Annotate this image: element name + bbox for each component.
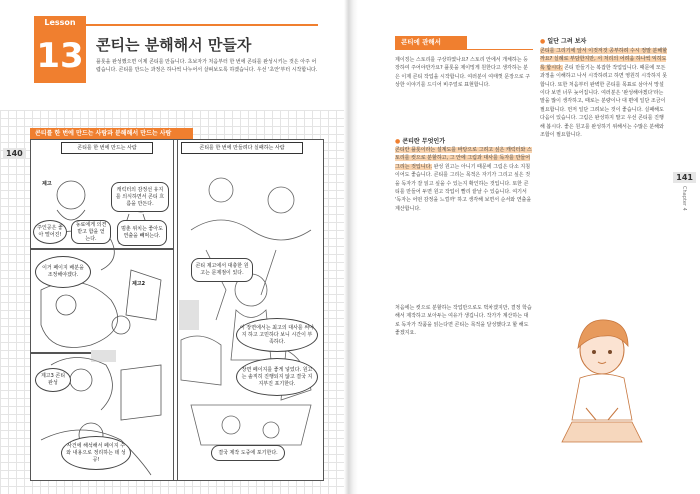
- bullet-icon: ●: [540, 38, 546, 45]
- highlighted-text: 콘티란 플롯이라는 설계도를 바탕으로 그려고 싶은 캐릭터와 스토리를 컷으로 분할하고, 그 안에 그림과 대사를 독자를 만들어 그리는 것입니다.: [395, 147, 532, 170]
- left-page: [0, 0, 349, 494]
- body-text: 완성 원고는 아니기 때문에 그림은 다소 지침이어도 좋습니다. 콘티를 그리는 목적은 자기가 그리고 싶은 것을 독자가 잘 읽고 싶을 수 있는지 확인하는 것입니다. 또한 콘티를 만들어 두면 원고 작업이 빨리 끝날 수 있습니다. 여기서 '독자는 어떤 감정을 느낄까' 하고 생각해 보면서 순서와 연출을 계산합니다.: [395, 163, 532, 212]
- paragraph: 제이징는 스토리를 구상하였나요? 스토리 안에서 개체하는 등장하여 주어야만가요? 플롯을 제이밍게 원한다고 생각하는 분은 이제 콘티 작업을 시작합니다. 여러분이 여태껏 문장으로 구상한 이야기를 드디어 비주얼로 표현합니다.: [395, 57, 531, 89]
- subheading: [540, 36, 586, 45]
- speech-bubble: 캐릭터의 감정선 유지를 의식하면서 콘티 흐름을 만든다.: [111, 182, 169, 212]
- subheading-text: 일단 그려 보자: [547, 38, 587, 45]
- panel-right-title: 콘티를 한 번에 만들려다 실패하는 사람: [181, 142, 303, 154]
- comic-caption: 콘티를 한 번에 만드는 사람과 분해해서 만드는 사람: [30, 128, 193, 139]
- panel-divider: [31, 248, 173, 250]
- section-header: 콘티에 관해서: [395, 36, 467, 49]
- speech-bubble: 콘티 제고에서 대충한 원고는 문제점이 있다.: [191, 258, 253, 282]
- lesson-intro: 플롯을 완성했으면 이제 콘티를 만듭니다. 초보자가 처음부터 한 번에 콘티를 완성시키는 것은 아주 어렵습니다. 콘티를 만드는 과정은 하나씩 나누어서 살펴보도록 하겠습니다. 우선 '초안'부터 시작합니다.: [96, 59, 318, 73]
- body-text: 콘티 만들기는 복잡한 작업입니다. 때문에 모든 과정을 이해하고 나서 시작하려고 하면 영원히 시작하지 못합니다. 또한 처음부터 완벽한 콘티를 목표로 삼아서 망설이다 보면 너무 늦어집니다. 여러분은 '완성해야겠다'라는 말을 많이 생각하고, 때로는 분량이나 대 편에 일단 조금이 필요합니다. 먼저 일단 그려보는 것이 좋습니다. 실패해도 다음이 있습니다. 그림은 완성하지 말고 우선 콘티를 진행해 봅시다. 좋은 원고를 완성하기 위해서는 수많은 분해와 조합이 필요합니다.: [540, 64, 668, 139]
- speech-bubble: 제고3 콘티 완성: [35, 368, 71, 392]
- column-divider: [173, 140, 178, 480]
- book-gutter: [344, 0, 358, 494]
- paragraph: [540, 47, 668, 139]
- page-number-right: 141: [673, 172, 696, 183]
- speech-bubble: 사건에 해석해서 페이지 수와 내용으로 정리하는 데 성공!: [61, 436, 131, 470]
- bullet-icon: ●: [395, 138, 401, 145]
- lesson-label: Lesson: [34, 16, 86, 29]
- speech-bubble: 이 장면에서는 최고의 대사를 써야지 하고 고민하다 보니 시간이 부족하다.: [236, 318, 318, 352]
- chapter-label: Chapter 4: [681, 186, 687, 211]
- speech-bubble: 동료에게 의견 받고 함을 얻는다.: [71, 220, 111, 244]
- character-illustration: [552, 310, 652, 450]
- paragraph: [395, 146, 532, 213]
- highlighted-text: 콘티를 그리기에 앞서 이것저것 공부하려 수시 정말 분해할까요? 실례로 부담한지만, 서 처리의 어려움 하나씩 익히도록 합시다.: [540, 48, 668, 71]
- step-label: 제고: [42, 181, 52, 187]
- speech-bubble: 이거 페이지 배분을 조정해야겠다.: [35, 256, 91, 288]
- comic-illustration: [30, 139, 324, 481]
- speech-bubble: 결국 제작 도중에 포기한다.: [211, 445, 285, 461]
- step-label: 제고2: [132, 281, 146, 287]
- panel-divider: [31, 352, 91, 354]
- speech-bubble: 멈춘 위치는 좋아도 연출을 빼먹는다.: [117, 220, 167, 246]
- title-rule: [86, 24, 318, 26]
- paragraph: 처음에는 컷으로 분할하는 작업만으로도 벅차겠지만, 결정 학습해서 제작하고 보아두는 여유가 생깁니다. 작가가 계산하는 대로 독자가 작품을 읽는다면 콘티는 목적을 달성했다고 할 해도 좋겠지요.: [395, 305, 532, 337]
- lesson-title: 콘티는 분해해서 만들자: [96, 36, 252, 54]
- speech-bubble: 주인공은 좋아 떨어진!: [33, 220, 67, 244]
- panel-left-title: 콘티를 한 번에 만드는 사람: [61, 142, 153, 154]
- subheading: [395, 136, 445, 145]
- lesson-number: 13: [34, 29, 86, 83]
- speech-bubble: 장면 페이지를 좋게 넣었다. 원고는 솔직히 진행되지 않고 결국 지지부진 포기한다.: [236, 358, 318, 396]
- subheading-text: 콘티란 무엇인가: [402, 138, 446, 145]
- section-rule: [395, 49, 533, 50]
- page-number-left: 140: [3, 148, 26, 159]
